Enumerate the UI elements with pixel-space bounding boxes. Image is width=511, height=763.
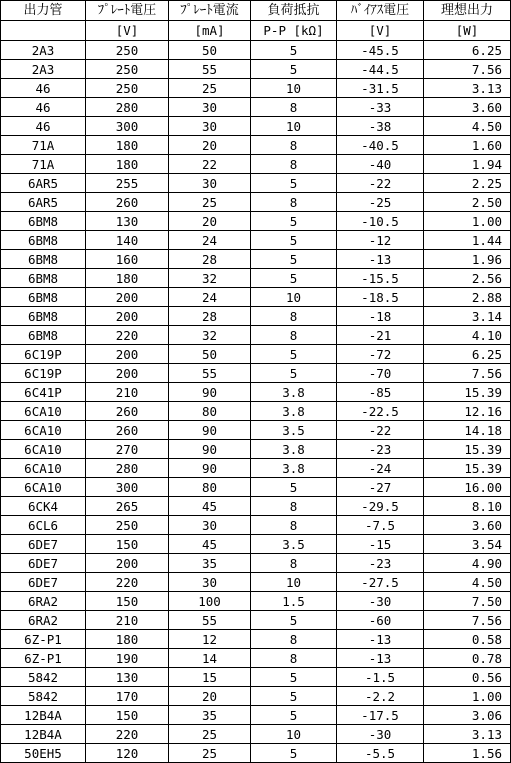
cell-plate-voltage: 180 — [86, 269, 169, 288]
cell-load-resistance: 5 — [251, 611, 337, 630]
cell-load-resistance: 5 — [251, 174, 337, 193]
cell-plate-voltage: 280 — [86, 459, 169, 478]
cell-plate-voltage: 300 — [86, 478, 169, 497]
cell-plate-current: 90 — [169, 383, 251, 402]
cell-output-tube: 71A — [1, 155, 86, 174]
cell-output-tube: 50EH5 — [1, 744, 86, 763]
cell-ideal-output: 2.50 — [424, 193, 511, 212]
table-row — [1, 60, 511, 79]
cell-bias-voltage: -72 — [337, 345, 424, 364]
table-row — [1, 326, 511, 345]
cell-plate-voltage: 140 — [86, 231, 169, 250]
unit-plate-current: [mA] — [169, 21, 251, 41]
cell-output-tube: 46 — [1, 117, 86, 136]
cell-ideal-output: 15.39 — [424, 459, 511, 478]
cell-bias-voltage: -15 — [337, 535, 424, 554]
cell-ideal-output: 3.06 — [424, 706, 511, 725]
cell-plate-voltage: 180 — [86, 136, 169, 155]
cell-load-resistance: 10 — [251, 725, 337, 744]
cell-load-resistance: 5 — [251, 668, 337, 687]
cell-ideal-output: 7.56 — [424, 60, 511, 79]
cell-plate-voltage: 220 — [86, 326, 169, 345]
cell-plate-voltage: 250 — [86, 516, 169, 535]
cell-plate-current: 30 — [169, 174, 251, 193]
cell-load-resistance: 8 — [251, 155, 337, 174]
cell-load-resistance: 5 — [251, 478, 337, 497]
cell-bias-voltage: -40.5 — [337, 136, 424, 155]
cell-output-tube: 6CA10 — [1, 402, 86, 421]
cell-ideal-output: 14.18 — [424, 421, 511, 440]
cell-output-tube: 6RA2 — [1, 592, 86, 611]
cell-bias-voltage: -21 — [337, 326, 424, 345]
cell-plate-current: 25 — [169, 79, 251, 98]
cell-plate-current: 24 — [169, 231, 251, 250]
cell-output-tube: 6C41P — [1, 383, 86, 402]
table-row — [1, 497, 511, 516]
cell-plate-current: 20 — [169, 212, 251, 231]
cell-plate-current: 15 — [169, 668, 251, 687]
cell-plate-current: 32 — [169, 269, 251, 288]
cell-output-tube: 6CL6 — [1, 516, 86, 535]
table-row — [1, 155, 511, 174]
cell-output-tube: 6AR5 — [1, 193, 86, 212]
cell-output-tube: 6DE7 — [1, 535, 86, 554]
cell-ideal-output: 1.44 — [424, 231, 511, 250]
table-row — [1, 478, 511, 497]
cell-bias-voltage: -30 — [337, 725, 424, 744]
table-row — [1, 250, 511, 269]
cell-bias-voltage: -44.5 — [337, 60, 424, 79]
cell-plate-voltage: 255 — [86, 174, 169, 193]
cell-plate-current: 80 — [169, 478, 251, 497]
cell-plate-voltage: 190 — [86, 649, 169, 668]
cell-ideal-output: 0.56 — [424, 668, 511, 687]
cell-output-tube: 6CA10 — [1, 440, 86, 459]
cell-ideal-output: 7.56 — [424, 611, 511, 630]
cell-bias-voltage: -23 — [337, 440, 424, 459]
table-row — [1, 706, 511, 725]
cell-output-tube: 6BM8 — [1, 212, 86, 231]
table-row — [1, 41, 511, 60]
cell-plate-current: 90 — [169, 421, 251, 440]
cell-plate-current: 20 — [169, 687, 251, 706]
cell-output-tube: 71A — [1, 136, 86, 155]
cell-plate-current: 25 — [169, 744, 251, 763]
cell-plate-current: 24 — [169, 288, 251, 307]
cell-bias-voltage: -18.5 — [337, 288, 424, 307]
cell-plate-voltage: 210 — [86, 383, 169, 402]
cell-bias-voltage: -70 — [337, 364, 424, 383]
cell-ideal-output: 3.14 — [424, 307, 511, 326]
cell-ideal-output: 1.00 — [424, 687, 511, 706]
cell-ideal-output: 3.13 — [424, 79, 511, 98]
cell-load-resistance: 5 — [251, 706, 337, 725]
cell-load-resistance: 5 — [251, 41, 337, 60]
cell-bias-voltage: -15.5 — [337, 269, 424, 288]
unit-ideal-output: [W] — [424, 21, 511, 41]
cell-plate-voltage: 200 — [86, 364, 169, 383]
table-row — [1, 573, 511, 592]
table-row — [1, 98, 511, 117]
cell-load-resistance: 8 — [251, 98, 337, 117]
cell-plate-current: 35 — [169, 706, 251, 725]
cell-plate-current: 32 — [169, 326, 251, 345]
cell-load-resistance: 8 — [251, 649, 337, 668]
cell-plate-voltage: 280 — [86, 98, 169, 117]
cell-output-tube: 6BM8 — [1, 269, 86, 288]
cell-plate-current: 28 — [169, 307, 251, 326]
cell-load-resistance: 5 — [251, 60, 337, 79]
cell-plate-voltage: 150 — [86, 535, 169, 554]
table-row — [1, 630, 511, 649]
cell-ideal-output: 8.10 — [424, 497, 511, 516]
cell-load-resistance: 8 — [251, 630, 337, 649]
cell-plate-voltage: 170 — [86, 687, 169, 706]
cell-bias-voltage: -2.2 — [337, 687, 424, 706]
cell-plate-current: 30 — [169, 117, 251, 136]
cell-load-resistance: 3.5 — [251, 535, 337, 554]
units-row — [1, 21, 511, 41]
cell-plate-voltage: 265 — [86, 497, 169, 516]
cell-output-tube: 12B4A — [1, 725, 86, 744]
cell-plate-current: 55 — [169, 611, 251, 630]
cell-load-resistance: 5 — [251, 687, 337, 706]
unit-plate-voltage: [V] — [86, 21, 169, 41]
cell-bias-voltage: -38 — [337, 117, 424, 136]
cell-ideal-output: 15.39 — [424, 440, 511, 459]
cell-load-resistance: 3.8 — [251, 440, 337, 459]
cell-plate-current: 35 — [169, 554, 251, 573]
cell-plate-current: 12 — [169, 630, 251, 649]
table-row — [1, 440, 511, 459]
table-row — [1, 364, 511, 383]
cell-ideal-output: 2.88 — [424, 288, 511, 307]
cell-ideal-output: 3.54 — [424, 535, 511, 554]
header-plate-voltage: ﾌﾟﾚｰﾄ電圧 — [86, 1, 169, 21]
cell-bias-voltage: -23 — [337, 554, 424, 573]
cell-plate-voltage: 200 — [86, 307, 169, 326]
table-row — [1, 535, 511, 554]
cell-output-tube: 6BM8 — [1, 250, 86, 269]
table-row — [1, 117, 511, 136]
cell-ideal-output: 2.56 — [424, 269, 511, 288]
cell-load-resistance: 10 — [251, 117, 337, 136]
cell-load-resistance: 8 — [251, 516, 337, 535]
table-row — [1, 459, 511, 478]
cell-output-tube: 6RA2 — [1, 611, 86, 630]
cell-plate-current: 22 — [169, 155, 251, 174]
table-row — [1, 725, 511, 744]
cell-plate-voltage: 210 — [86, 611, 169, 630]
cell-output-tube: 6C19P — [1, 364, 86, 383]
table-row — [1, 193, 511, 212]
cell-bias-voltage: -27.5 — [337, 573, 424, 592]
table-row — [1, 516, 511, 535]
cell-load-resistance: 5 — [251, 269, 337, 288]
cell-ideal-output: 4.50 — [424, 117, 511, 136]
cell-load-resistance: 5 — [251, 744, 337, 763]
cell-plate-voltage: 180 — [86, 630, 169, 649]
cell-plate-voltage: 260 — [86, 402, 169, 421]
cell-bias-voltage: -27 — [337, 478, 424, 497]
cell-ideal-output: 0.78 — [424, 649, 511, 668]
cell-load-resistance: 8 — [251, 193, 337, 212]
cell-load-resistance: 8 — [251, 136, 337, 155]
header-row — [1, 1, 511, 21]
cell-output-tube: 6CA10 — [1, 478, 86, 497]
table-row — [1, 554, 511, 573]
cell-ideal-output: 2.25 — [424, 174, 511, 193]
cell-ideal-output: 0.58 — [424, 630, 511, 649]
cell-output-tube: 6BM8 — [1, 307, 86, 326]
cell-bias-voltage: -33 — [337, 98, 424, 117]
cell-bias-voltage: -13 — [337, 630, 424, 649]
cell-bias-voltage: -22.5 — [337, 402, 424, 421]
cell-ideal-output: 7.50 — [424, 592, 511, 611]
cell-plate-voltage: 220 — [86, 573, 169, 592]
unit-bias-voltage: [V] — [337, 21, 424, 41]
cell-ideal-output: 6.25 — [424, 41, 511, 60]
cell-ideal-output: 1.94 — [424, 155, 511, 174]
cell-load-resistance: 1.5 — [251, 592, 337, 611]
cell-plate-current: 25 — [169, 193, 251, 212]
cell-bias-voltage: -12 — [337, 231, 424, 250]
table-row — [1, 402, 511, 421]
cell-load-resistance: 5 — [251, 212, 337, 231]
cell-output-tube: 6CA10 — [1, 421, 86, 440]
cell-bias-voltage: -10.5 — [337, 212, 424, 231]
cell-plate-current: 30 — [169, 516, 251, 535]
cell-plate-voltage: 130 — [86, 668, 169, 687]
cell-plate-current: 55 — [169, 364, 251, 383]
unit-output-tube — [1, 21, 86, 41]
cell-output-tube: 2A3 — [1, 60, 86, 79]
cell-ideal-output: 4.50 — [424, 573, 511, 592]
cell-bias-voltage: -60 — [337, 611, 424, 630]
cell-ideal-output: 1.60 — [424, 136, 511, 155]
table-row — [1, 668, 511, 687]
cell-load-resistance: 3.8 — [251, 459, 337, 478]
cell-plate-voltage: 150 — [86, 706, 169, 725]
cell-plate-current: 90 — [169, 459, 251, 478]
cell-plate-voltage: 130 — [86, 212, 169, 231]
cell-plate-current: 80 — [169, 402, 251, 421]
cell-output-tube: 46 — [1, 79, 86, 98]
cell-plate-current: 20 — [169, 136, 251, 155]
cell-plate-voltage: 220 — [86, 725, 169, 744]
cell-plate-current: 30 — [169, 98, 251, 117]
cell-output-tube: 5842 — [1, 687, 86, 706]
cell-ideal-output: 1.56 — [424, 744, 511, 763]
cell-ideal-output: 12.16 — [424, 402, 511, 421]
cell-bias-voltage: -31.5 — [337, 79, 424, 98]
cell-bias-voltage: -22 — [337, 421, 424, 440]
cell-output-tube: 6CK4 — [1, 497, 86, 516]
cell-ideal-output: 6.25 — [424, 345, 511, 364]
cell-bias-voltage: -5.5 — [337, 744, 424, 763]
cell-load-resistance: 5 — [251, 345, 337, 364]
table-row — [1, 212, 511, 231]
table-row — [1, 174, 511, 193]
cell-load-resistance: 3.8 — [251, 402, 337, 421]
cell-plate-voltage: 200 — [86, 288, 169, 307]
cell-plate-voltage: 200 — [86, 345, 169, 364]
cell-bias-voltage: -1.5 — [337, 668, 424, 687]
cell-ideal-output: 7.56 — [424, 364, 511, 383]
cell-plate-current: 30 — [169, 573, 251, 592]
table-row — [1, 592, 511, 611]
cell-plate-voltage: 120 — [86, 744, 169, 763]
cell-bias-voltage: -22 — [337, 174, 424, 193]
cell-bias-voltage: -45.5 — [337, 41, 424, 60]
cell-plate-current: 45 — [169, 535, 251, 554]
table-row — [1, 345, 511, 364]
cell-output-tube: 6Z-P1 — [1, 630, 86, 649]
cell-bias-voltage: -17.5 — [337, 706, 424, 725]
cell-output-tube: 6Z-P1 — [1, 649, 86, 668]
cell-load-resistance: 8 — [251, 554, 337, 573]
cell-load-resistance: 3.8 — [251, 383, 337, 402]
header-output-tube: 出力管 — [1, 1, 86, 21]
cell-plate-current: 45 — [169, 497, 251, 516]
cell-plate-voltage: 200 — [86, 554, 169, 573]
cell-ideal-output: 4.10 — [424, 326, 511, 345]
cell-output-tube: 6BM8 — [1, 326, 86, 345]
header-ideal-output: 理想出力 — [424, 1, 511, 21]
header-bias-voltage: ﾊﾞｲｱｽ電圧 — [337, 1, 424, 21]
cell-output-tube: 6BM8 — [1, 231, 86, 250]
header-plate-current: ﾌﾟﾚｰﾄ電流 — [169, 1, 251, 21]
table-row — [1, 307, 511, 326]
cell-bias-voltage: -18 — [337, 307, 424, 326]
cell-ideal-output: 4.90 — [424, 554, 511, 573]
cell-load-resistance: 10 — [251, 573, 337, 592]
table-row — [1, 611, 511, 630]
cell-plate-voltage: 150 — [86, 592, 169, 611]
cell-output-tube: 6AR5 — [1, 174, 86, 193]
cell-output-tube: 6DE7 — [1, 573, 86, 592]
cell-plate-current: 90 — [169, 440, 251, 459]
cell-plate-current: 50 — [169, 41, 251, 60]
cell-plate-current: 50 — [169, 345, 251, 364]
cell-bias-voltage: -25 — [337, 193, 424, 212]
cell-output-tube: 6DE7 — [1, 554, 86, 573]
cell-load-resistance: 10 — [251, 288, 337, 307]
cell-load-resistance: 5 — [251, 250, 337, 269]
cell-plate-voltage: 260 — [86, 421, 169, 440]
cell-output-tube: 5842 — [1, 668, 86, 687]
table-row — [1, 269, 511, 288]
cell-bias-voltage: -13 — [337, 649, 424, 668]
cell-ideal-output: 1.96 — [424, 250, 511, 269]
cell-bias-voltage: -85 — [337, 383, 424, 402]
cell-plate-current: 100 — [169, 592, 251, 611]
table-row — [1, 687, 511, 706]
cell-plate-voltage: 300 — [86, 117, 169, 136]
cell-plate-current: 14 — [169, 649, 251, 668]
cell-ideal-output: 3.13 — [424, 725, 511, 744]
cell-bias-voltage: -29.5 — [337, 497, 424, 516]
cell-bias-voltage: -7.5 — [337, 516, 424, 535]
cell-output-tube: 6CA10 — [1, 459, 86, 478]
cell-output-tube: 12B4A — [1, 706, 86, 725]
cell-plate-voltage: 180 — [86, 155, 169, 174]
cell-plate-voltage: 250 — [86, 41, 169, 60]
table-row — [1, 231, 511, 250]
cell-bias-voltage: -40 — [337, 155, 424, 174]
cell-bias-voltage: -24 — [337, 459, 424, 478]
cell-output-tube: 46 — [1, 98, 86, 117]
table-row — [1, 79, 511, 98]
cell-plate-current: 28 — [169, 250, 251, 269]
table-row — [1, 421, 511, 440]
cell-load-resistance: 8 — [251, 307, 337, 326]
cell-load-resistance: 5 — [251, 364, 337, 383]
cell-plate-current: 25 — [169, 725, 251, 744]
cell-plate-current: 55 — [169, 60, 251, 79]
table-row — [1, 744, 511, 763]
unit-load-resistance: P-P [kΩ] — [251, 21, 337, 41]
cell-output-tube: 2A3 — [1, 41, 86, 60]
cell-bias-voltage: -13 — [337, 250, 424, 269]
cell-load-resistance: 10 — [251, 79, 337, 98]
cell-plate-voltage: 250 — [86, 79, 169, 98]
table-row — [1, 383, 511, 402]
cell-plate-voltage: 270 — [86, 440, 169, 459]
cell-plate-voltage: 160 — [86, 250, 169, 269]
cell-output-tube: 6C19P — [1, 345, 86, 364]
cell-ideal-output: 15.39 — [424, 383, 511, 402]
cell-plate-voltage: 260 — [86, 193, 169, 212]
table-row — [1, 288, 511, 307]
cell-ideal-output: 16.00 — [424, 478, 511, 497]
cell-plate-voltage: 250 — [86, 60, 169, 79]
cell-ideal-output: 3.60 — [424, 98, 511, 117]
table-row — [1, 136, 511, 155]
cell-load-resistance: 8 — [251, 497, 337, 516]
header-load-resistance: 負荷抵抗 — [251, 1, 337, 21]
table-row — [1, 649, 511, 668]
cell-load-resistance: 3.5 — [251, 421, 337, 440]
cell-output-tube: 6BM8 — [1, 288, 86, 307]
cell-ideal-output: 1.00 — [424, 212, 511, 231]
table-body — [1, 41, 511, 763]
cell-bias-voltage: -30 — [337, 592, 424, 611]
cell-load-resistance: 5 — [251, 231, 337, 250]
cell-load-resistance: 8 — [251, 326, 337, 345]
cell-ideal-output: 3.60 — [424, 516, 511, 535]
